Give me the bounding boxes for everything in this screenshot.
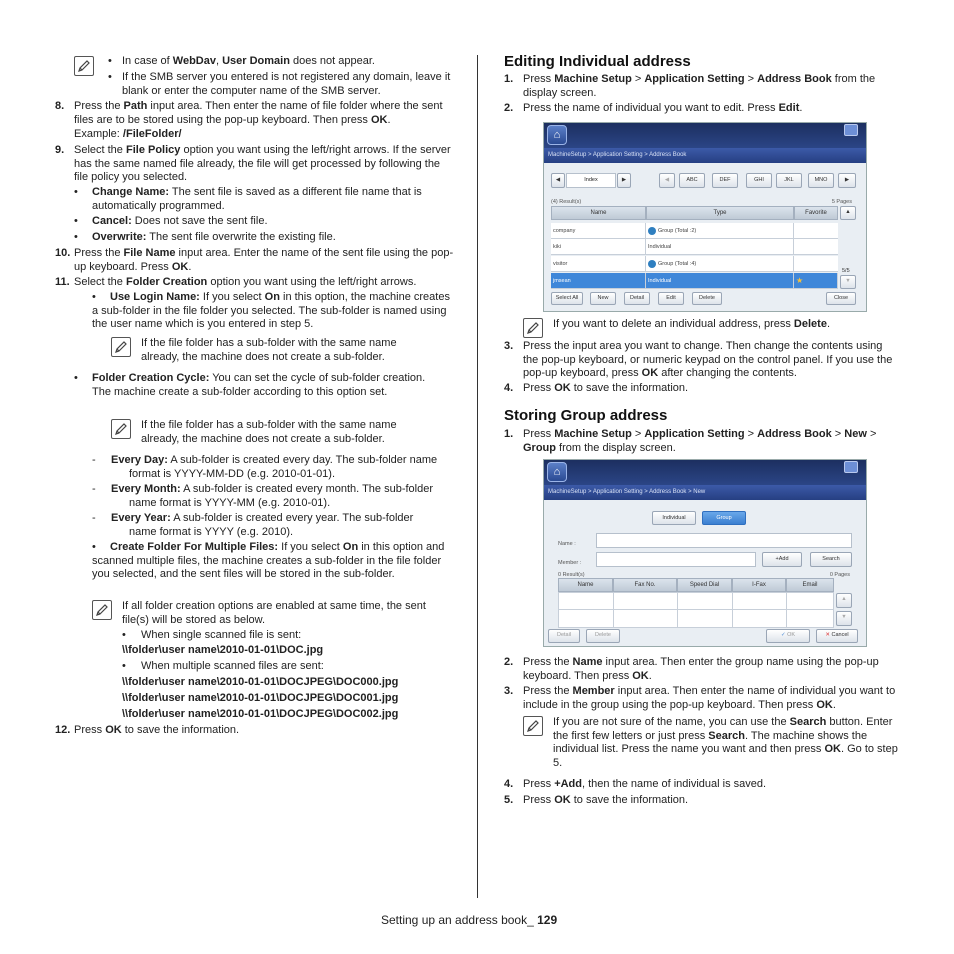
note-delete: If you want to delete an individual address, press Delete. bbox=[553, 318, 831, 330]
note-bullet: If the SMB server you entered is not registered any domain, leave it blank or enter the computer name of the SMB server. bbox=[122, 71, 451, 97]
cycle-item: Every Day: A sub-folder is created every day. The sub-folder name format is YYYY-MM-DD (e.g. 2010-01-01). bbox=[111, 454, 438, 480]
note-pencil-icon bbox=[523, 318, 543, 338]
note-pencil-icon bbox=[92, 600, 112, 620]
note-text: If all folder creation options are enabled at same time, the sent file(s) will be stored as below. bbox=[122, 600, 426, 626]
ok-button[interactable]: ✓ OK bbox=[766, 629, 810, 643]
column-divider bbox=[477, 55, 478, 898]
group-step-3: Press the Member input area. Then enter the name of individual you want to include in the group using the pop-up keyboard. Then press OK. bbox=[523, 685, 896, 711]
path-example: \\folder\user name\2010-01-01\DOCJPEG\DOC001.jpg bbox=[122, 692, 399, 704]
letter-button[interactable]: MNO bbox=[808, 173, 834, 188]
scroll-down-icon[interactable]: ▼ bbox=[836, 611, 852, 626]
policy-item: Change Name: The sent file is saved as a different file name that is automatically programmed. bbox=[92, 186, 422, 212]
select-all-button[interactable]: Select All bbox=[551, 292, 583, 305]
home-icon: ⌂ bbox=[547, 125, 567, 145]
delete-button[interactable]: Delete bbox=[586, 629, 620, 643]
next-arrow-icon[interactable]: ▶ bbox=[617, 173, 631, 188]
letter-button[interactable]: GHI bbox=[746, 173, 772, 188]
scroll-up-icon[interactable]: ▲ bbox=[840, 206, 856, 220]
delete-button[interactable]: Delete bbox=[692, 292, 722, 305]
note-search: If you are not sure of the name, you can use the Search button. Enter the first few letters or just press Search. The machine shows the individual list. Press the name you want and then press OK. Go to step 5. bbox=[553, 716, 898, 769]
policy-item: Overwrite: The sent file overwrite the existing file. bbox=[92, 231, 336, 243]
step-9: Select the File Policy option you want using the left/right arrows. If the server has the same named file already, the file will get processed by following the file policy you selected. bbox=[74, 144, 451, 183]
use-login-name: Use Login Name: If you select On in this option, the machine creates a sub-folder in the file folder you selected. The sub-folder is named using the user name which is you entered in step 5. bbox=[92, 291, 450, 330]
scroll-down-icon[interactable]: ▼ bbox=[840, 275, 856, 289]
table-row[interactable]: company Group (Total :2) bbox=[551, 223, 838, 239]
note-pencil-icon bbox=[74, 56, 94, 76]
home-icon: ⌂ bbox=[547, 462, 567, 482]
group-icon bbox=[648, 227, 656, 235]
detail-button[interactable]: Detail bbox=[624, 292, 650, 305]
cycle-item: Every Year: A sub-folder is created every year. The sub-folder name format is YYYY (e.g. 2010). bbox=[111, 512, 414, 538]
path-example: \\folder\user name\2010-01-01\DOCJPEG\DOC002.jpg bbox=[122, 708, 399, 720]
heading-editing: Editing Individual address bbox=[504, 53, 691, 70]
tab-individual[interactable]: Individual bbox=[652, 511, 696, 525]
policy-item: Cancel: Does not save the sent file. bbox=[92, 215, 268, 227]
edit-step-2: Press the name of individual you want to edit. Press Edit. bbox=[523, 102, 803, 114]
step-10: Press the File Name input area. Enter the name of the sent file using the pop-up keyboard. Press OK. bbox=[74, 247, 454, 273]
cycle-item: Every Month: A sub-folder is created every month. The sub-folder name format is YYYY-MM (e.g. 2010-01). bbox=[111, 483, 434, 509]
note-bullet: In case of WebDav, User Domain does not appear. bbox=[122, 55, 375, 67]
letter-button[interactable]: ABC bbox=[679, 173, 705, 188]
table-row-selected[interactable]: jmsean Individual ★ bbox=[551, 273, 838, 289]
x-icon: ✕ bbox=[825, 632, 832, 638]
note-pencil-icon bbox=[523, 716, 543, 736]
cancel-button[interactable]: ✕ Cancel bbox=[816, 629, 858, 643]
new-button[interactable]: New bbox=[590, 292, 616, 305]
table-row[interactable]: visitor Group (Total :4) bbox=[551, 256, 838, 272]
letter-button[interactable]: JKL bbox=[776, 173, 802, 188]
tab-group[interactable]: Group bbox=[702, 511, 746, 525]
group-step-5: Press OK to save the information. bbox=[523, 794, 689, 806]
address-book-screenshot: ⌂ MachineSetup > Application Setting > Address Book ◀ Index ▶ ◀ ABC DEF GHI JKL MNO ▶ (4) Result(s) 5 Pages Name Type Favorite ▲ company Group (Total :2) kiki Individual visitor Group (Total :4) jmsean Individual ★ 5/5 ▼ Select All New Detail Edit Delete Close bbox=[543, 122, 867, 312]
address-book-icon bbox=[844, 461, 858, 473]
note-text: If the file folder has a sub-folder with the same name already, the machine does not create a sub-folder. bbox=[141, 419, 397, 445]
member-table bbox=[558, 592, 834, 628]
edit-button[interactable]: Edit bbox=[658, 292, 684, 305]
breadcrumb: MachineSetup > Application Setting > Address Book bbox=[544, 148, 866, 163]
group-step-4: Press +Add, then the name of individual is saved. bbox=[523, 778, 767, 790]
prev-arrow-icon[interactable]: ◀ bbox=[551, 173, 565, 188]
note-pencil-icon bbox=[111, 337, 131, 357]
example: Example: /FileFolder/ bbox=[74, 128, 182, 140]
edit-step-3: Press the input area you want to change. Then change the contents using the pop-up keyboard, or numeric keypad on the control panel. If you use the pop-up keyboard, press OK after changing the contents. bbox=[523, 340, 893, 379]
add-button[interactable]: +Add bbox=[762, 552, 802, 567]
scroll-up-icon[interactable]: ▲ bbox=[836, 593, 852, 608]
group-step-2: Press the Name input area. Then enter the group name using the pop-up keyboard. Then press OK. bbox=[523, 656, 879, 682]
step-12: Press OK to save the information. bbox=[74, 724, 240, 736]
edit-step-1: Press Machine Setup > Application Setting > Address Book from the display screen. bbox=[523, 73, 876, 99]
group-step-1: Press Machine Setup > Application Setting > Address Book > New > Group from the display screen. bbox=[523, 428, 877, 454]
note-text: If the file folder has a sub-folder with the same name already, the machine does not create a sub-folder. bbox=[141, 337, 397, 363]
check-icon: ✓ bbox=[780, 632, 788, 638]
create-folder-multiple: Create Folder For Multiple Files: If you select On in this option and scanned multiple files, the machine creates a sub-folder in the file folder you selected, and the sent files will be stored in the sub-folder. bbox=[92, 541, 445, 580]
close-button[interactable]: Close bbox=[826, 292, 856, 305]
note-pencil-icon bbox=[111, 419, 131, 439]
page-footer: Setting up an address book_ 129 bbox=[381, 913, 558, 927]
favorite-star-icon: ★ bbox=[794, 273, 838, 288]
letter-button[interactable]: DEF bbox=[712, 173, 738, 188]
path-example: \\folder\user name\2010-01-01\DOCJPEG\DOC000.jpg bbox=[122, 676, 399, 688]
address-book-icon bbox=[844, 124, 858, 136]
name-input[interactable] bbox=[596, 533, 852, 548]
breadcrumb: MachineSetup > Application Setting > Address Book > New bbox=[544, 485, 866, 500]
new-group-screenshot: ⌂ MachineSetup > Application Setting > Address Book > New Individual Group Name : Member : +Add Search 0 Result(s) 0 Pages Name Fax No. Speed Dial I-Fax Email ▲ ▼ Detail Delete ✓ OK ✕ Cancel bbox=[543, 459, 867, 647]
step-8: Press the Path input area. Then enter the name of file folder where the sent files are to be stored using the pop-up keyboard. Then press OK. bbox=[74, 100, 443, 126]
table-row[interactable]: kiki Individual bbox=[551, 239, 838, 255]
next-letters-icon[interactable]: ▶ bbox=[838, 173, 856, 188]
step-11: Select the Folder Creation option you want using the left/right arrows. bbox=[74, 276, 417, 288]
edit-step-4: Press OK to save the information. bbox=[523, 382, 689, 394]
path-example: \\folder\user name\2010-01-01\DOC.jpg bbox=[122, 644, 324, 656]
detail-button[interactable]: Detail bbox=[548, 629, 580, 643]
group-icon bbox=[648, 260, 656, 268]
member-input[interactable] bbox=[596, 552, 756, 567]
search-button[interactable]: Search bbox=[810, 552, 852, 567]
heading-group: Storing Group address bbox=[504, 407, 668, 424]
folder-creation-cycle: Folder Creation Cycle: You can set the cycle of sub-folder creation. The machine create a sub-folder according to this option set. bbox=[92, 372, 426, 398]
index-field[interactable]: Index bbox=[566, 173, 616, 188]
prev-letters-icon[interactable]: ◀ bbox=[659, 173, 675, 188]
